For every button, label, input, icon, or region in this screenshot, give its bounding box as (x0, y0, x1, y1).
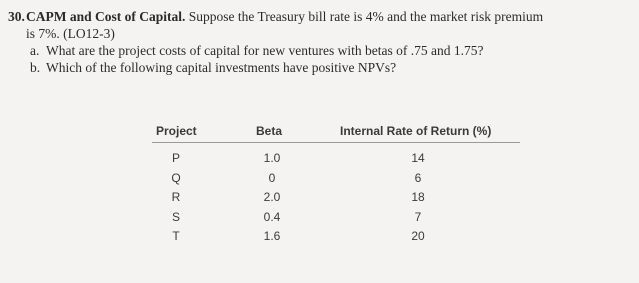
projects-table (152, 118, 520, 245)
question-a (8, 42, 633, 59)
cell-project: T (172, 229, 180, 244)
table-row (152, 206, 520, 226)
header-beta: Beta (256, 124, 283, 138)
cell-project: R (171, 190, 181, 205)
table-row (152, 225, 520, 245)
question-a-letter: a. (30, 43, 40, 58)
table-row (152, 147, 520, 167)
table-row (152, 167, 520, 187)
cell-beta: 0 (268, 170, 276, 185)
problem-text-line1: Suppose the Treasury bill rate is 4% and the market risk premium (185, 9, 544, 24)
cell-irr: 18 (411, 190, 425, 205)
question-b-text: Which of the following capital investments have positive NPVs? (46, 60, 397, 75)
cell-project: S (171, 209, 180, 224)
question-b (8, 59, 633, 76)
cell-beta: 1.6 (263, 229, 281, 244)
table-body (152, 143, 520, 245)
problem-heading-line (8, 8, 633, 25)
header-project: Project (156, 124, 197, 138)
table-row (152, 186, 520, 206)
cell-project: Q (171, 170, 181, 185)
question-b-letter: b. (30, 60, 41, 75)
cell-irr: 7 (414, 209, 422, 224)
header-irr: Internal Rate of Return (%) (340, 124, 492, 138)
question-a-text: What are the project costs of capital for new ventures with betas of .75 and 1.75? (46, 43, 484, 58)
problem-statement (8, 8, 633, 76)
problem-text-line2: is 7%. (LO12-3) (26, 26, 115, 41)
cell-irr: 6 (414, 170, 422, 185)
table-header (152, 118, 520, 143)
problem-title: CAPM and Cost of Capital. (26, 9, 186, 24)
cell-beta: 0.4 (263, 209, 281, 224)
cell-project: P (171, 151, 180, 165)
cell-irr: 14 (411, 151, 425, 165)
cell-beta: 1.0 (263, 151, 281, 165)
cell-beta: 2.0 (263, 190, 281, 205)
cell-irr: 20 (411, 229, 425, 244)
problem-number: 30. (8, 9, 25, 24)
